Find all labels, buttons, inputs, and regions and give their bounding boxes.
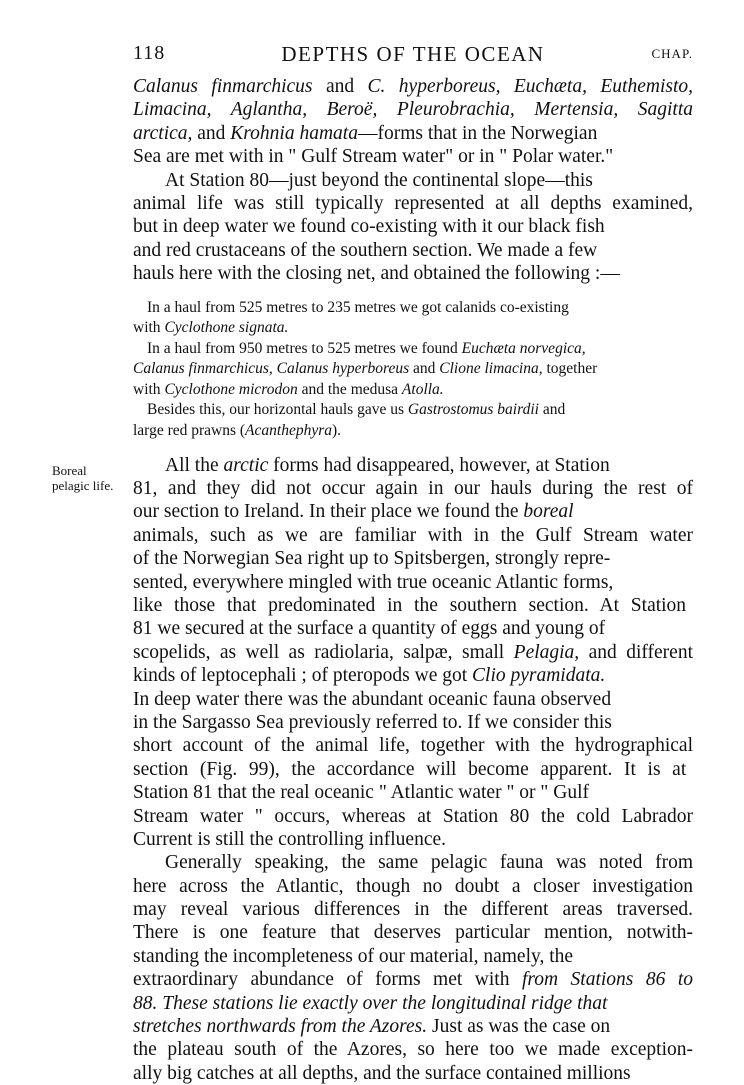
text-line xyxy=(133,992,693,1015)
text-run: and red crustaceans of the southern section. We made a few xyxy=(133,239,598,261)
text-line xyxy=(133,145,693,168)
text-line xyxy=(133,298,693,319)
text-line xyxy=(133,75,693,98)
text-run: At Station 80—just beyond the continental slope—this xyxy=(165,169,593,191)
italic-run: Gastrostomus bairdii xyxy=(407,401,539,419)
running-title: DEPTHS OF THE OCEAN xyxy=(281,42,545,66)
text-run: the plateau south of the Azores, so here too we made exception- xyxy=(133,1039,693,1061)
text-line xyxy=(133,641,693,664)
text-run: may reveal various differences in the different areas traversed. xyxy=(133,899,693,921)
page-number: 118 xyxy=(133,42,166,64)
text-run: ally big catches at all depths, and the surface contained millions xyxy=(133,1062,631,1084)
text-run: Current is still the controlling influence. xyxy=(133,828,447,850)
text-run: There is one feature that deserves particular mention, notwith- xyxy=(133,922,693,944)
text-line xyxy=(133,1015,693,1038)
text-line xyxy=(133,945,693,968)
text-run: large red prawns ( xyxy=(133,422,246,440)
text-line xyxy=(133,851,693,874)
text-run: hauls here with the closing net, and obtained the following :— xyxy=(133,263,620,285)
running-header xyxy=(133,42,693,72)
text-run: with xyxy=(133,380,165,398)
text-run: extraordinary abundance of forms met with xyxy=(133,969,522,991)
italic-run: boreal xyxy=(523,501,574,523)
text-run: In a haul from 525 metres to 235 metres we got calanids co-existing xyxy=(147,298,569,316)
italic-run: Clio pyramidata. xyxy=(472,665,606,687)
text-line xyxy=(133,617,693,640)
paragraph xyxy=(133,75,693,169)
text-line xyxy=(133,688,693,711)
italic-run: Clione limacina, xyxy=(439,360,543,378)
text-run: All the xyxy=(165,454,224,476)
italic-run: Cyclothone signata. xyxy=(164,319,289,337)
text-run: 81 we secured at the surface a quantity of eggs and young of xyxy=(133,618,606,640)
text-run: in the Sargasso Sea previously referred to. If we consider this xyxy=(133,711,612,733)
text-run: and xyxy=(538,401,566,419)
text-line xyxy=(133,192,693,215)
text-run: Stream water " occurs, whereas at Station 80 the cold Labrador xyxy=(133,805,693,827)
text-run: In a haul from 950 metres to 525 metres we found xyxy=(147,339,462,357)
text-run: our section to Ireland. In their place we found the xyxy=(133,501,524,523)
text-line xyxy=(133,968,693,991)
text-line xyxy=(133,921,693,944)
text-line xyxy=(133,380,693,401)
paragraph xyxy=(133,169,693,286)
text-line xyxy=(133,711,693,734)
text-line xyxy=(133,339,693,360)
text-run: 81, and they did not occur again in our hauls during the rest of xyxy=(133,478,693,500)
text-run: and xyxy=(192,122,231,144)
margin-note-line: Boreal xyxy=(52,463,87,478)
text-run: and xyxy=(312,76,368,97)
text-run: here across the Atlantic, though no doubt a closer investigation xyxy=(133,875,693,897)
text-run: ). xyxy=(332,422,342,440)
italic-run: Calanus finmarchicus, Calanus hyperboreus xyxy=(133,360,410,378)
text-line xyxy=(133,571,693,594)
text-run: —forms that in the Norwegian xyxy=(357,122,598,144)
text-run: Besides this, our horizontal hauls gave us xyxy=(147,401,408,419)
text-run: In deep water there was the abundant oceanic fauna observed xyxy=(133,688,612,710)
text-line xyxy=(133,477,693,500)
italic-run: Euchæta norvegica, xyxy=(461,339,586,357)
text-run: kinds of leptocephali ; of pteropods we got xyxy=(133,665,473,687)
text-line xyxy=(133,122,693,145)
extract-block xyxy=(133,298,693,442)
text-run: scopelids, as well as radiolaria, salpæ, small xyxy=(133,641,514,663)
italic-run: Krohnia hamata xyxy=(230,122,358,144)
chapter-label: CHAP. xyxy=(651,46,693,61)
italic-run: 88. These stations lie exactly over the longitudinal ridge that xyxy=(133,992,608,1014)
text-run: Generally speaking, the same pelagic fauna was noted from xyxy=(165,852,693,874)
text-line xyxy=(133,215,693,238)
text-run: and xyxy=(409,360,440,378)
text-run: forms had disappeared, however, at Station xyxy=(268,454,610,476)
italic-run: Pelagia, xyxy=(513,641,580,663)
text-line xyxy=(133,664,693,687)
text-line xyxy=(133,734,693,757)
text-line xyxy=(133,1062,693,1085)
text-line xyxy=(133,262,693,285)
paragraph xyxy=(133,454,693,852)
text-run: of the Norwegian Sea right up to Spitsbergen, strongly repre- xyxy=(133,548,611,570)
text-line xyxy=(133,421,693,442)
text-line xyxy=(133,454,693,477)
italic-run: Acanthephyra xyxy=(245,422,332,440)
italic-run: stretches northwards from the Azores. xyxy=(133,1016,428,1038)
italic-run: Limacina, Aglantha, Beroë, Pleurobrachia, Mertensia, Sagitta xyxy=(133,99,693,121)
text-run: section (Fig. 99), the accordance will become apparent. It is at xyxy=(133,758,687,780)
text-line xyxy=(133,1038,693,1061)
text-line xyxy=(133,547,693,570)
italic-run: arctica, xyxy=(133,122,193,144)
text-run: like those that predominated in the southern section. At Station xyxy=(133,595,687,617)
italic-run: arctic xyxy=(223,454,269,476)
body-text xyxy=(133,75,693,1085)
margin-note-line: pelagic life. xyxy=(52,478,114,493)
text-line xyxy=(133,781,693,804)
text-line xyxy=(133,594,693,617)
text-run: but in deep water we found co-existing with it our black fish xyxy=(133,216,605,238)
text-line xyxy=(133,400,693,421)
margin-note xyxy=(52,463,132,493)
text-run: together xyxy=(542,360,598,378)
text-line xyxy=(133,828,693,851)
text-run: sented, everywhere mingled with true oceanic Atlantic forms, xyxy=(133,571,614,593)
text-line xyxy=(133,169,693,192)
text-run: Station 81 that the real oceanic " Atlantic water " or " Gulf xyxy=(133,782,589,804)
text-line xyxy=(133,758,693,781)
text-line xyxy=(133,875,693,898)
italic-run: from Stations 86 to xyxy=(521,969,693,991)
text-run: standing the incompleteness of our material, namely, the xyxy=(133,945,574,967)
text-line xyxy=(133,318,693,339)
text-run: animal life was still typically represented at all depths examined, xyxy=(133,192,693,214)
text-line xyxy=(133,239,693,262)
text-run: animals, such as we are familiar with in the Gulf Stream water xyxy=(133,524,693,546)
text-line xyxy=(133,500,693,523)
text-line xyxy=(133,98,693,121)
text-line xyxy=(133,359,693,380)
text-line xyxy=(133,805,693,828)
text-run: Just as was the case on xyxy=(427,1016,611,1038)
text-run: Sea are met with in " Gulf Stream water" or in " Polar water." xyxy=(133,146,614,168)
italic-run: Calanus finmarchicus xyxy=(133,76,313,97)
italic-run: Atolla. xyxy=(401,380,444,398)
text-run: short account of the animal life, together with the hydrographical xyxy=(133,735,693,757)
text-line xyxy=(133,524,693,547)
text-run: and the medusa xyxy=(297,380,402,398)
text-run: and different xyxy=(579,641,693,663)
text-run: with xyxy=(133,319,165,337)
italic-run: C. hyperboreus, Euchæta, Euthemisto, xyxy=(367,76,693,97)
italic-run: Cyclothone microdon xyxy=(164,380,298,398)
text-line xyxy=(133,898,693,921)
